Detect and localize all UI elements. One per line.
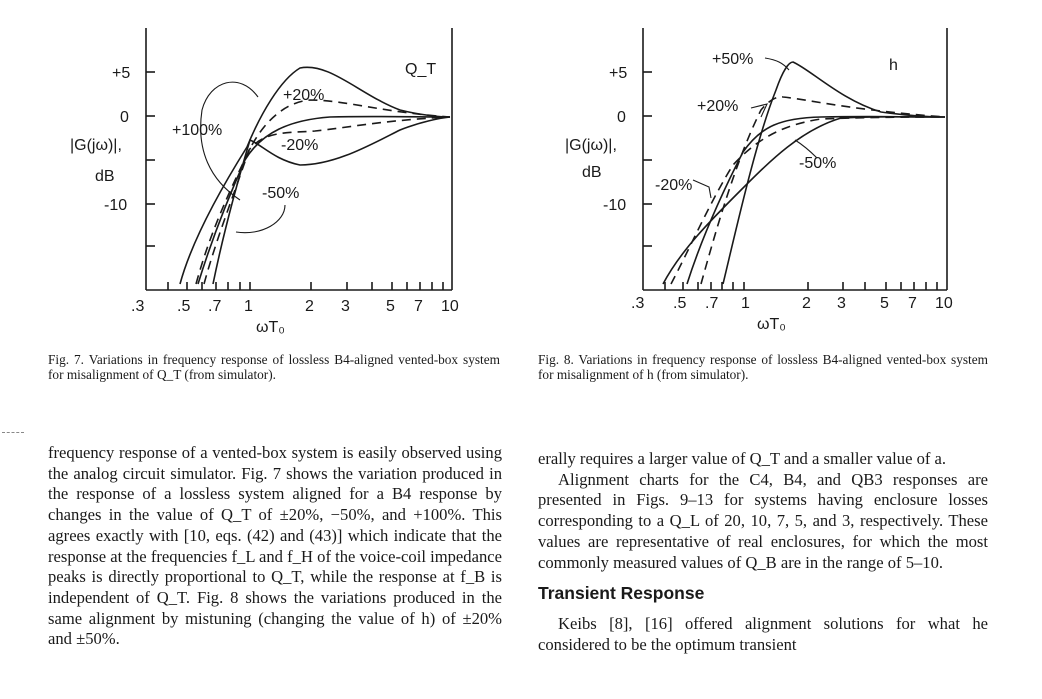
figure-7-caption: Fig. 7. Variations in frequency response of lossless B4-aligned vented-box system for misalignment of Q_T (from simulator).: [48, 352, 500, 382]
y-axis-unit: dB: [95, 168, 115, 185]
curve-minus20: [671, 117, 945, 284]
label-minus50: -50%: [799, 155, 837, 172]
figure-7: [0, 0, 520, 340]
y-tick-plus5: +5: [609, 65, 628, 82]
leader-minus50: [236, 205, 285, 233]
y-tick-0: 0: [120, 109, 129, 126]
section-heading: Transient Response: [538, 583, 705, 604]
left-column: [48, 443, 502, 650]
x-tick-5: 5: [386, 298, 395, 315]
x-tick-5: 5: [880, 295, 889, 312]
x-axis-label: ωT₀: [256, 319, 285, 336]
x-tick-10: 10: [441, 298, 459, 315]
y-tick-0: 0: [617, 109, 626, 126]
label-plus100: +100%: [172, 122, 223, 139]
x-tick-0.7: .7: [208, 298, 222, 315]
x-tick-0.5: .5: [673, 295, 687, 312]
label-minus20: -20%: [281, 137, 319, 154]
figure-8: [521, 0, 1042, 340]
label-minus20: -20%: [655, 177, 693, 194]
param-label: Q_T: [405, 61, 437, 78]
curve-plus50: [723, 62, 945, 284]
label-plus50: +50%: [712, 51, 754, 68]
leader-plus20: [751, 104, 767, 117]
label-plus20: +20%: [283, 87, 325, 104]
y-tick-minus10: -10: [104, 197, 128, 214]
y-axis-unit: dB: [582, 164, 602, 181]
y-tick-plus5: +5: [112, 65, 131, 82]
x-tick-1: 1: [741, 295, 750, 312]
leader-minus20: [693, 180, 711, 198]
figure-8-caption: Fig. 8. Variations in frequency response of lossless B4-aligned vented-box system for misalignment of h (from simulator).: [538, 352, 988, 382]
y-axis-label: |G(jω)|,: [565, 137, 617, 154]
x-tick-0.3: .3: [631, 295, 645, 312]
right-paragraph-1: erally requires a larger value of Q_T and a smaller value of a.: [538, 449, 947, 468]
curve-nominal: [687, 117, 945, 284]
x-tick-0.7: .7: [705, 295, 719, 312]
param-label: h: [889, 57, 898, 74]
x-tick-7: 7: [908, 295, 917, 312]
y-axis-label: |G(jω)|,: [70, 137, 122, 154]
right-paragraph-3: Keibs [8], [16] offered alignment solutions for what he considered to be the optimum transient: [538, 613, 988, 654]
x-axis-label: ωT₀: [757, 316, 786, 333]
x-tick-3: 3: [837, 295, 846, 312]
curve-minus20: [204, 117, 450, 284]
y-tick-minus10: -10: [603, 197, 627, 214]
label-plus20: +20%: [697, 98, 739, 115]
x-tick-2: 2: [802, 295, 811, 312]
left-paragraph: frequency response of a vented-box system is easily observed using the analog circuit simulator. Fig. 7 shows the variation produced in the response of a lossless system aligned for a B4 response by changes in the value of Q_T of ±20%, −50%, and +100%. This agrees exactly with [10, eqs. (42) and (43)] which indicate that the response at the frequencies f_L and f_H of the voice-coil impedance peaks is directly proportional to Q_T, while the response at f_B is independent of Q_T. Fig. 8 shows the variations produced in the same alignment by mistuning (changing the value of h) of ±20% and ±50%.: [48, 443, 502, 649]
x-tick-7: 7: [414, 298, 423, 315]
curve-minus50: [663, 117, 945, 284]
curve-nominal: [198, 117, 450, 284]
x-tick-0.5: .5: [177, 298, 191, 315]
figure-8-plot: [521, 0, 1042, 340]
margin-mark: [2, 432, 24, 433]
x-tick-3: 3: [341, 298, 350, 315]
x-tick-1: 1: [244, 298, 253, 315]
right-paragraph-2: Alignment charts for the C4, B4, and QB3 responses are presented in Figs. 9–13 for systems having enclosure losses corresponding to a Q_L of 20, 10, 7, 5, and 3, respectively. These values are representative of real enclosures, for which the most commonly measured values of Q_B are in the range of 5–10.: [538, 469, 988, 572]
x-tick-10: 10: [935, 295, 953, 312]
x-tick-0.3: .3: [131, 298, 145, 315]
x-tick-2: 2: [305, 298, 314, 315]
figure-7-plot: [0, 0, 520, 340]
label-minus50: -50%: [262, 185, 300, 202]
right-column: [538, 449, 988, 655]
